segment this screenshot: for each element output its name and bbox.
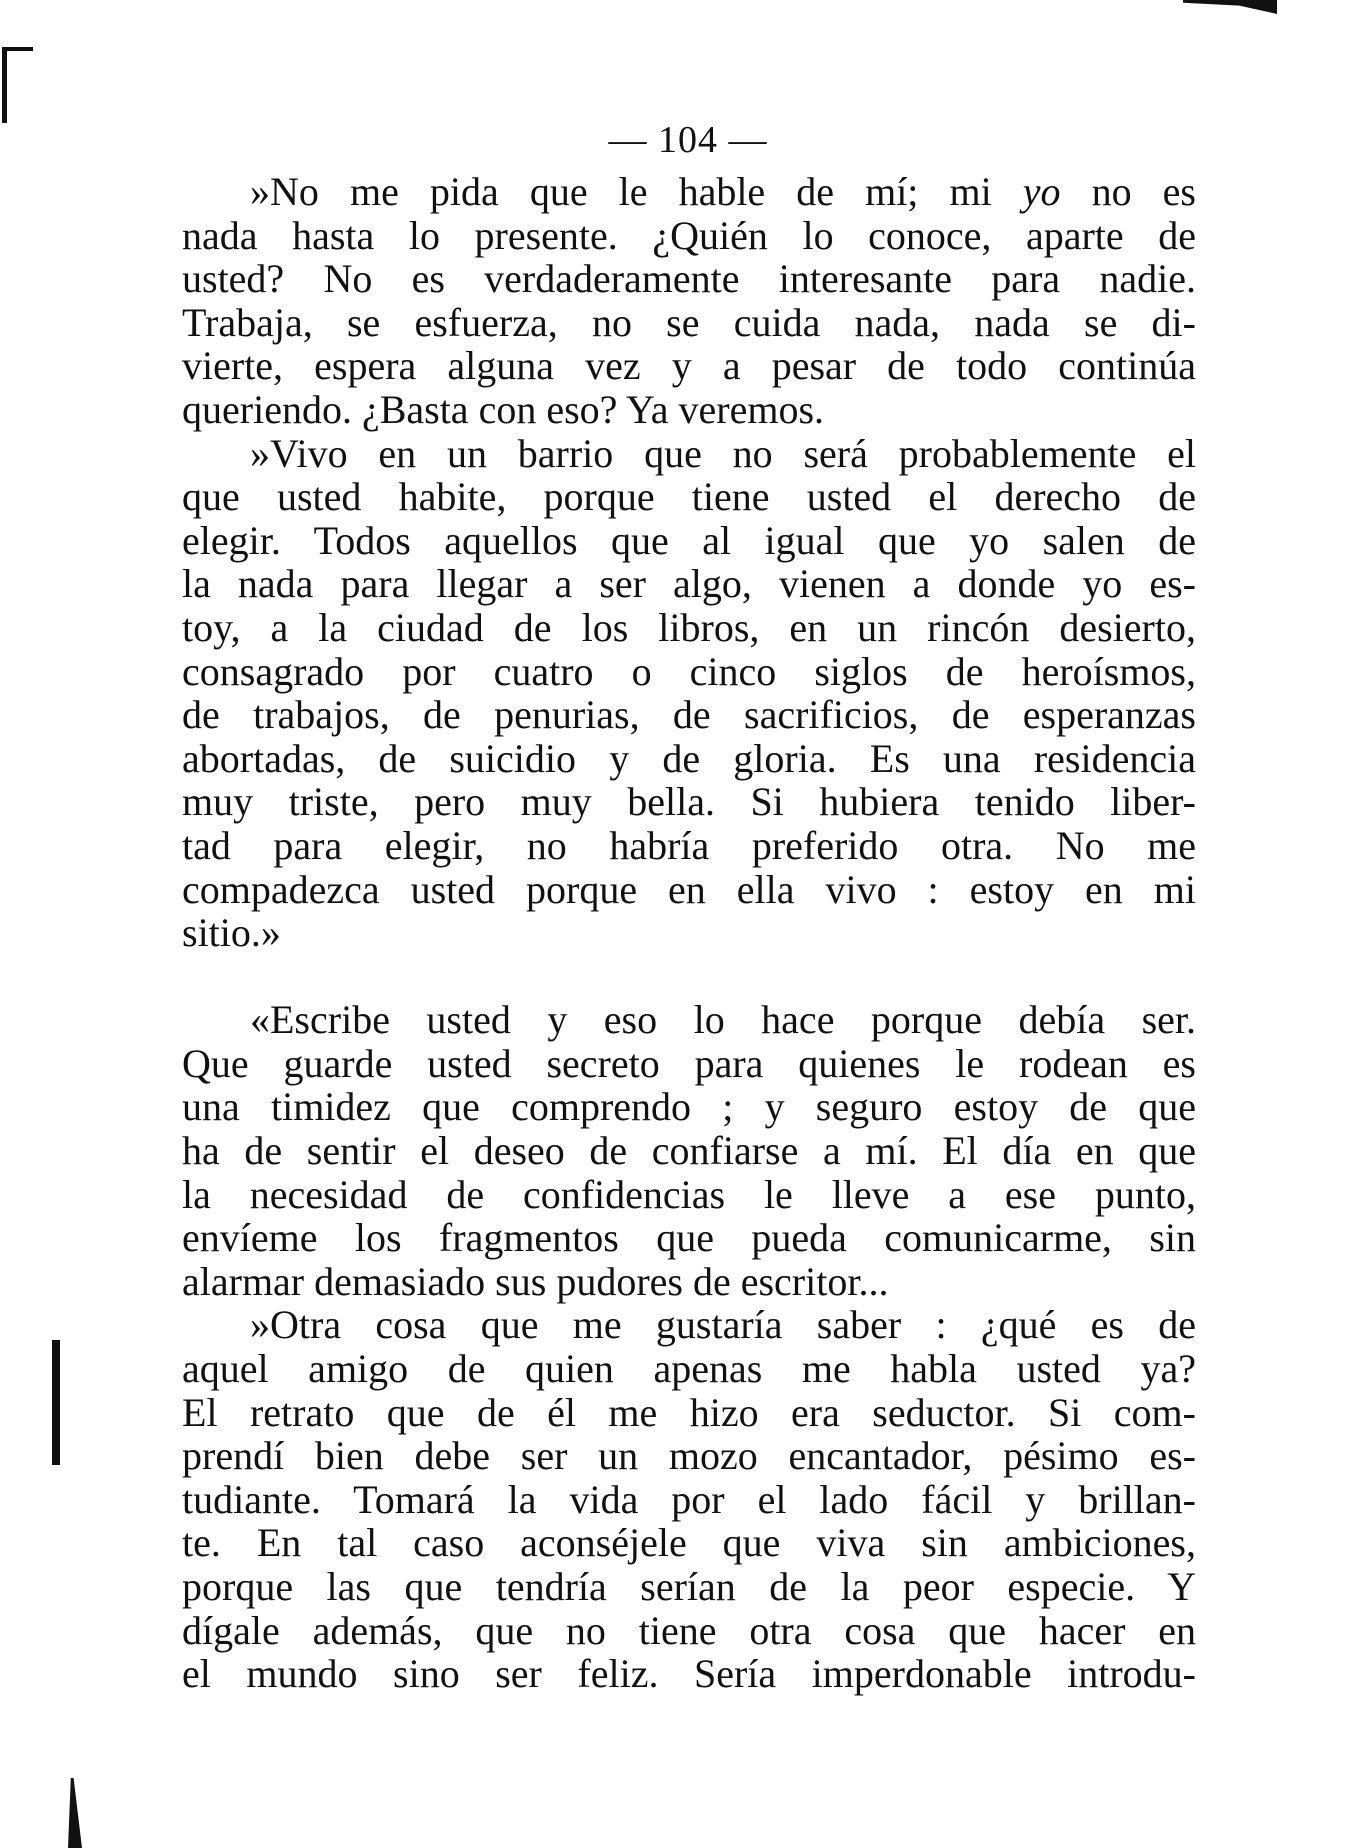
scan-edge-mark <box>1183 0 1277 14</box>
paragraph <box>182 1303 1196 1695</box>
emphasis: yo <box>1022 169 1061 214</box>
text-line: prendí bien debe ser un mozo encantador, pésimo es- <box>182 1433 1196 1479</box>
text-line: tudiante. Tomará la vida por el lado fácil y brillan- <box>182 1476 1196 1522</box>
paragraph <box>182 432 1196 955</box>
text-line: muy triste, pero muy bella. Si hubiera tenido liber- <box>182 779 1196 825</box>
text-line: queriendo. ¿Basta con eso? Ya veremos. <box>182 386 825 432</box>
text-line: dígale además, que no tiene otra cosa que hacer en <box>182 1607 1196 1653</box>
text-line: alarmar demasiado sus pudores de escritor... <box>182 1258 889 1304</box>
text-line: toy, a la ciudad de los libros, en un rincón desierto, <box>182 604 1196 650</box>
text-line: compadezca usted porque en ella vivo : estoy en mi <box>182 866 1196 912</box>
paragraph <box>182 998 1196 1303</box>
paragraph-gap <box>182 955 1196 999</box>
text-line: »No me pida que le hable de mí; mi yo no es <box>250 169 1196 214</box>
text-line: aquel amigo de quien apenas me habla usted ya? <box>182 1346 1196 1392</box>
text-line: ha de sentir el deseo de confiarse a mí. El día en que <box>182 1128 1196 1174</box>
text-line: »Vivo en un barrio que no será probablemente el <box>250 430 1196 476</box>
text-line: vierte, espera alguna vez y a pesar de todo continúa <box>182 343 1196 389</box>
text-line: Trabaja, se esfuerza, no se cuida nada, nada se di- <box>182 299 1196 345</box>
text-line: que usted habite, porque tiene usted el derecho de <box>182 474 1196 520</box>
text-line: el mundo sino ser feliz. Sería imperdonable introdu- <box>182 1651 1196 1697</box>
text-line: de trabajos, de penurias, de sacrificios, de esperanzas <box>182 692 1196 738</box>
scan-edge-mark <box>52 1340 60 1465</box>
text-line: usted? No es verdaderamente interesante para nadie. <box>182 256 1196 302</box>
text-line: consagrado por cuatro o cinco siglos de heroísmos, <box>182 648 1196 694</box>
text-line: El retrato que de él me hizo era seductor. Si com- <box>182 1389 1196 1435</box>
text-line: la nada para llegar a ser algo, vienen a donde yo es- <box>182 561 1196 607</box>
scan-edge-mark <box>68 1778 82 1848</box>
text-line: nada hasta lo presente. ¿Quién lo conoce, aparte de <box>182 212 1196 258</box>
paragraph <box>182 170 1196 432</box>
text-line: te. En tal caso aconséjele que viva sin ambiciones, <box>182 1520 1196 1566</box>
text-line: envíeme los fragmentos que pueda comunicarme, sin <box>182 1215 1196 1261</box>
text-line: tad para elegir, no habría preferido otra. No me <box>182 822 1196 868</box>
text-line: sitio.» <box>182 910 281 956</box>
text-line: porque las que tendría serían de la peor especie. Y <box>182 1564 1196 1609</box>
text-line: una timidez que comprendo ; y seguro estoy de que <box>182 1084 1196 1130</box>
text-line: »Otra cosa que me gustaría saber : ¿qué es de <box>250 1302 1196 1348</box>
text-line: «Escribe usted y eso lo hace porque debía ser. <box>250 997 1196 1043</box>
text-line: la necesidad de confidencias le lleve a ese punto, <box>182 1171 1196 1217</box>
page-number: — 104 — <box>608 119 768 161</box>
text-line: elegir. Todos aquellos que al igual que yo salen de <box>182 517 1196 563</box>
text-line: Que guarde usted secreto para quienes le rodean es <box>182 1040 1196 1086</box>
scan-corner-mark <box>2 47 7 123</box>
body-text <box>182 170 1196 1696</box>
text-line: abortadas, de suicidio y de gloria. Es una residencia <box>182 735 1196 781</box>
